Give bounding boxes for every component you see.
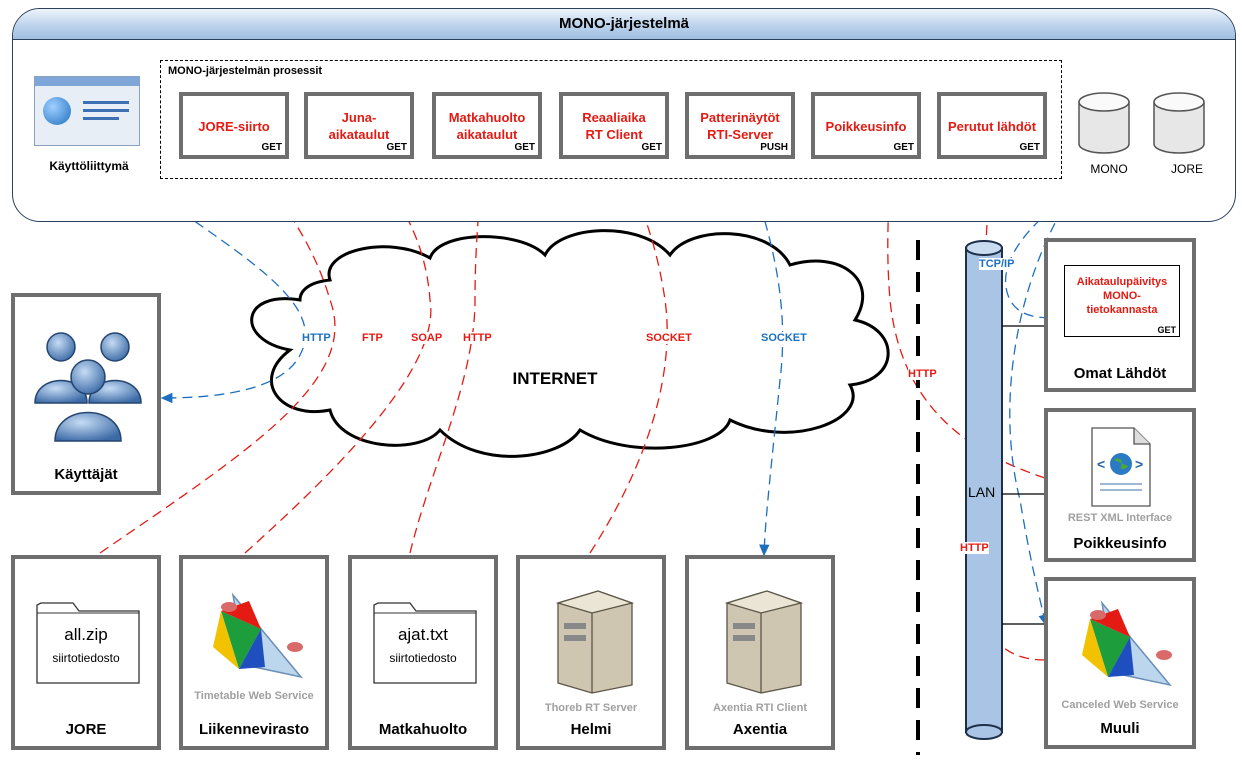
internet-label: INTERNET: [512, 369, 598, 388]
source-liikennevirasto-box: [179, 555, 329, 750]
svg-text:<: <: [1097, 456, 1106, 472]
process-method: GET: [893, 142, 914, 153]
protocol-http-matkahuolto: HTTP: [463, 332, 492, 344]
omat-lahdot-box: [1044, 238, 1196, 392]
protocol-ftp: FTP: [362, 332, 383, 344]
matkahuolto-file-desc: siirtotiedosto: [389, 651, 457, 665]
process-label: Patterinäytöt RTI-Server: [700, 110, 780, 142]
protocol-socket-axentia: SOCKET: [761, 332, 807, 344]
process-method: GET: [261, 142, 282, 153]
users-label: Käyttäjät: [54, 466, 118, 483]
protocol-socket-helmi: SOCKET: [646, 332, 692, 344]
muuli-caption: Canceled Web Service: [1061, 699, 1179, 711]
process-box: [179, 92, 289, 159]
omat-inner-method: GET: [1157, 325, 1176, 335]
liikennevirasto-caption: Timetable Web Service: [194, 690, 314, 702]
muuli-box: [1044, 577, 1196, 749]
process-box: [685, 92, 795, 159]
process-method: PUSH: [760, 142, 788, 153]
server-icon: [719, 585, 809, 695]
jore-file-name: all.zip: [64, 625, 108, 644]
source-liikennevirasto-label: Liikennevirasto: [198, 721, 310, 738]
protocol-http-muuli: HTTP: [960, 542, 989, 554]
mono-database-icon: [1079, 93, 1129, 153]
ui-label: Käyttöliittymä: [49, 159, 129, 173]
process-label: Reaaliaika RT Client: [582, 110, 646, 142]
source-jore-box: [11, 555, 161, 750]
ui-window-icon: [34, 76, 140, 146]
source-helmi-box: [516, 555, 666, 750]
source-jore-label: JORE: [65, 721, 107, 738]
process-label: Poikkeusinfo: [825, 119, 907, 134]
users-box: [11, 293, 161, 495]
source-matkahuolto-box: [348, 555, 498, 750]
server-icon: [550, 585, 640, 695]
mono-db-label: MONO: [1090, 162, 1128, 176]
protocol-http-poikkeus: HTTP: [908, 368, 937, 380]
process-box: [937, 92, 1047, 159]
source-matkahuolto-label: Matkahuolto: [378, 721, 468, 738]
process-method: GET: [386, 142, 407, 153]
poikkeusinfo-box: [1044, 408, 1196, 562]
xml-document-icon: [1088, 426, 1154, 508]
poikkeusinfo-label: Poikkeusinfo: [1073, 535, 1167, 552]
users-icon: [29, 325, 147, 443]
source-helmi-label: Helmi: [570, 721, 612, 738]
process-label: Perutut lähdöt: [947, 119, 1037, 134]
process-label: Matkahuolto aikataulut: [448, 110, 526, 142]
process-box: [811, 92, 921, 159]
process-group-title: MONO-järjestelmän prosessit: [168, 65, 323, 77]
database-icons: [1074, 92, 1214, 172]
omat-inner-process: [1064, 265, 1180, 337]
process-box: [432, 92, 542, 159]
process-method: GET: [1019, 142, 1040, 153]
globe-icon: [43, 97, 71, 125]
process-box: [304, 92, 414, 159]
jore-file-desc: siirtotiedosto: [52, 651, 120, 665]
lan-label: LAN: [968, 484, 996, 500]
mono-system-title: MONO-järjestelmä: [13, 9, 1235, 40]
omat-lahdot-label: Omat Lähdöt: [1073, 365, 1167, 382]
omat-inner-label: Aikataulupäivitys MONO- tietokannasta: [1076, 276, 1168, 316]
source-axentia-box: [685, 555, 835, 750]
muuli-label: Muuli: [1100, 720, 1140, 737]
svg-text:>: >: [1135, 456, 1144, 472]
jore-db-label: JORE: [1170, 162, 1203, 176]
web-service-icon: [1074, 597, 1178, 693]
matkahuolto-file-name: ajat.txt: [397, 625, 449, 644]
process-label: JORE-siirto: [198, 119, 270, 134]
jore-database-icon: [1154, 93, 1204, 153]
protocol-soap: SOAP: [411, 332, 443, 344]
process-label: Juna- aikataulut: [328, 110, 390, 142]
axentia-caption: Axentia RTI Client: [712, 702, 808, 714]
process-method: GET: [514, 142, 535, 153]
web-service-icon: [205, 589, 309, 685]
protocol-http-users: HTTP: [302, 332, 331, 344]
protocol-tcpip: TCP/IP: [979, 258, 1015, 270]
poikkeusinfo-caption: REST XML Interface: [1067, 512, 1173, 524]
helmi-caption: Thoreb RT Server: [544, 702, 638, 714]
process-box: [559, 92, 669, 159]
source-axentia-label: Axentia: [732, 721, 788, 738]
process-method: GET: [641, 142, 662, 153]
